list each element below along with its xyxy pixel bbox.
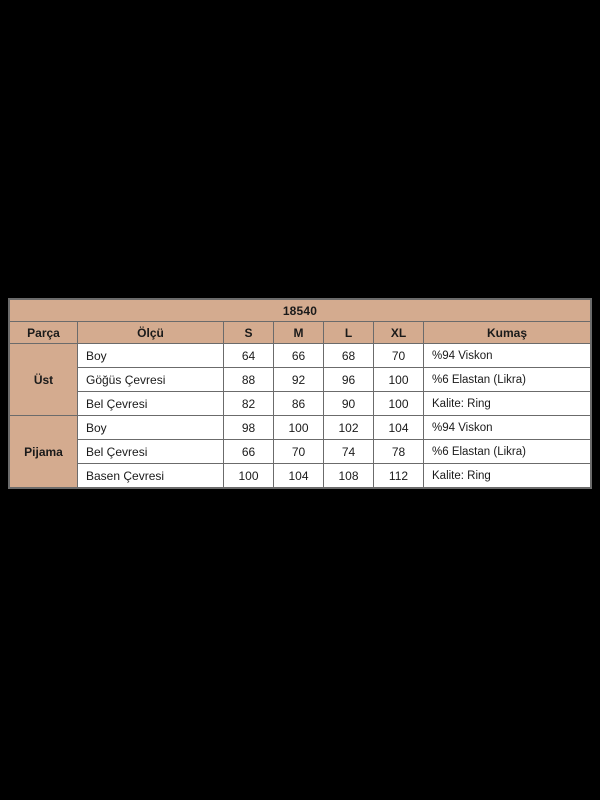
table-row bbox=[10, 368, 591, 392]
fabric-info: %94 Viskon bbox=[424, 344, 591, 368]
fabric-info: %6 Elastan (Likra) bbox=[424, 368, 591, 392]
value-l: 74 bbox=[324, 440, 374, 464]
value-m: 92 bbox=[274, 368, 324, 392]
table-header-row bbox=[10, 322, 591, 344]
header-size-l: L bbox=[324, 322, 374, 344]
value-xl: 104 bbox=[374, 416, 424, 440]
table-row bbox=[10, 392, 591, 416]
group-label-pijama: Pijama bbox=[10, 416, 78, 488]
table-row bbox=[10, 440, 591, 464]
value-m: 66 bbox=[274, 344, 324, 368]
value-l: 90 bbox=[324, 392, 374, 416]
fabric-info: %94 Viskon bbox=[424, 416, 591, 440]
value-s: 82 bbox=[224, 392, 274, 416]
value-xl: 70 bbox=[374, 344, 424, 368]
header-size-m: M bbox=[274, 322, 324, 344]
group-label-ust: Üst bbox=[10, 344, 78, 416]
value-l: 96 bbox=[324, 368, 374, 392]
size-table bbox=[9, 299, 591, 488]
value-s: 98 bbox=[224, 416, 274, 440]
value-xl: 112 bbox=[374, 464, 424, 488]
value-s: 100 bbox=[224, 464, 274, 488]
fabric-info: %6 Elastan (Likra) bbox=[424, 440, 591, 464]
measure-name: Bel Çevresi bbox=[78, 392, 224, 416]
header-measure: Ölçü bbox=[78, 322, 224, 344]
value-l: 108 bbox=[324, 464, 374, 488]
value-xl: 100 bbox=[374, 368, 424, 392]
value-m: 86 bbox=[274, 392, 324, 416]
header-size-s: S bbox=[224, 322, 274, 344]
value-m: 104 bbox=[274, 464, 324, 488]
value-xl: 100 bbox=[374, 392, 424, 416]
measure-name: Boy bbox=[78, 416, 224, 440]
measure-name: Bel Çevresi bbox=[78, 440, 224, 464]
table-row bbox=[10, 464, 591, 488]
measure-name: Göğüs Çevresi bbox=[78, 368, 224, 392]
value-m: 70 bbox=[274, 440, 324, 464]
measure-name: Basen Çevresi bbox=[78, 464, 224, 488]
value-xl: 78 bbox=[374, 440, 424, 464]
size-chart-sheet bbox=[8, 298, 592, 489]
value-s: 66 bbox=[224, 440, 274, 464]
value-l: 68 bbox=[324, 344, 374, 368]
table-row bbox=[10, 344, 591, 368]
product-code: 18540 bbox=[10, 300, 591, 322]
header-fabric: Kumaş bbox=[424, 322, 591, 344]
value-m: 100 bbox=[274, 416, 324, 440]
value-s: 88 bbox=[224, 368, 274, 392]
table-title-row bbox=[10, 300, 591, 322]
table-row bbox=[10, 416, 591, 440]
measure-name: Boy bbox=[78, 344, 224, 368]
fabric-info: Kalite: Ring bbox=[424, 464, 591, 488]
header-size-xl: XL bbox=[374, 322, 424, 344]
header-part: Parça bbox=[10, 322, 78, 344]
value-l: 102 bbox=[324, 416, 374, 440]
value-s: 64 bbox=[224, 344, 274, 368]
fabric-info: Kalite: Ring bbox=[424, 392, 591, 416]
